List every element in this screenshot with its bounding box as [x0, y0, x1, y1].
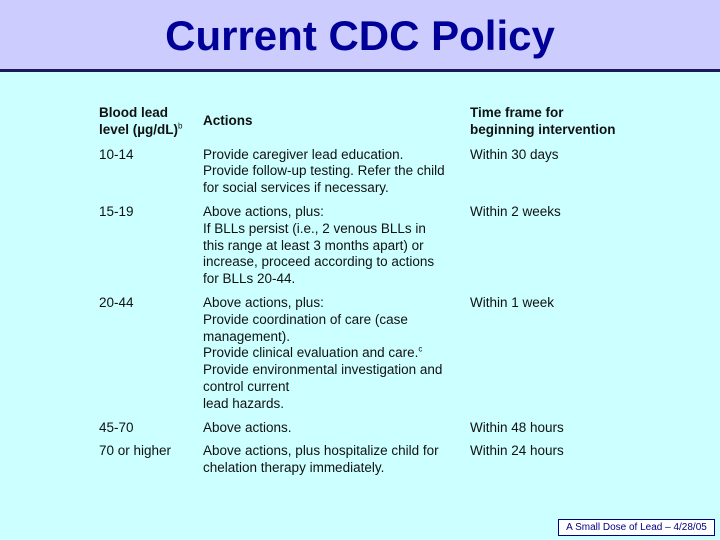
- header-blood-lead-level: [99, 105, 203, 147]
- action-line: [203, 204, 470, 221]
- action-text: Provide coordination of care (case: [203, 311, 408, 327]
- action-line: [203, 180, 470, 197]
- footnote-marker: b: [178, 121, 183, 131]
- footer-label: A Small Dose of Lead – 4/28/05: [558, 519, 715, 536]
- action-text: If BLLs persist (i.e., 2 venous BLLs in: [203, 220, 426, 236]
- action-line: [203, 238, 470, 255]
- action-text: chelation therapy immediately.: [203, 460, 385, 476]
- policy-table: [99, 105, 659, 484]
- title-bar: [0, 0, 720, 72]
- table-body: [99, 147, 659, 484]
- table-row: [99, 147, 659, 204]
- action-text: management).: [203, 328, 291, 344]
- action-text: Above actions, plus:: [203, 203, 324, 219]
- action-line: [203, 271, 470, 288]
- header-time-frame: [470, 105, 659, 147]
- action-text: Provide follow-up testing. Refer the child: [203, 163, 445, 179]
- action-text: Provide clinical evaluation and care.: [203, 345, 419, 361]
- action-text: increase, proceed according to actions: [203, 254, 435, 270]
- action-line: [203, 254, 470, 271]
- cell-actions: [203, 147, 470, 204]
- action-text: Above actions, plus hospitalize child for: [203, 443, 439, 459]
- cell-time-frame: Within 30 days: [470, 146, 559, 162]
- table-row: [99, 295, 659, 420]
- cell-time-frame: Within 2 weeks: [470, 203, 561, 219]
- cell-actions: [203, 420, 470, 444]
- cell-actions: [203, 443, 470, 484]
- action-text: lead hazards.: [203, 395, 285, 411]
- action-line: [203, 420, 470, 437]
- action-line: [203, 362, 470, 379]
- cell-blood-lead-level: 20-44: [99, 294, 134, 310]
- footnote-marker: c: [418, 344, 423, 354]
- cell-blood-lead-level: 15-19: [99, 203, 134, 219]
- cell-blood-lead-level: 70 or higher: [99, 443, 172, 459]
- cell-actions: [203, 204, 470, 295]
- action-line: [203, 329, 470, 346]
- action-text: Above actions, plus:: [203, 294, 324, 310]
- action-text: Above actions.: [203, 419, 292, 435]
- table-header-row: [99, 105, 659, 147]
- header-level-line: Blood lead: [99, 105, 169, 120]
- header-level-text: level (µg/dL): [99, 121, 179, 137]
- cell-blood-lead-level: 10-14: [99, 146, 134, 162]
- action-line: [203, 443, 470, 460]
- action-line: [203, 221, 470, 238]
- cell-time-frame: Within 24 hours: [470, 443, 564, 459]
- table-row: [99, 420, 659, 444]
- action-line: [203, 345, 470, 362]
- cell-time-frame: Within 48 hours: [470, 419, 564, 435]
- header-actions: Actions: [203, 113, 253, 129]
- header-time-line: Time frame for: [470, 105, 564, 120]
- action-text: for social services if necessary.: [203, 180, 389, 196]
- action-line: [203, 163, 470, 180]
- action-line: [203, 460, 470, 477]
- action-text: this range at least 3 months apart) or: [203, 237, 424, 253]
- header-time-line: beginning intervention: [470, 121, 616, 137]
- header-level-line: [99, 122, 203, 139]
- action-text: control current: [203, 378, 290, 394]
- action-line: [203, 379, 470, 396]
- cell-time-frame: Within 1 week: [470, 294, 555, 310]
- cell-actions: [203, 295, 470, 420]
- action-line: [203, 312, 470, 329]
- table-row: [99, 443, 659, 484]
- action-text: for BLLs 20-44.: [203, 271, 296, 287]
- action-text: Provide caregiver lead education.: [203, 146, 404, 162]
- action-line: [203, 396, 470, 413]
- slide-title: Current CDC Policy: [165, 12, 555, 59]
- table-row: [99, 204, 659, 295]
- action-line: [203, 147, 470, 164]
- action-line: [203, 295, 470, 312]
- action-text: Provide environmental investigation and: [203, 362, 443, 378]
- cell-blood-lead-level: 45-70: [99, 419, 134, 435]
